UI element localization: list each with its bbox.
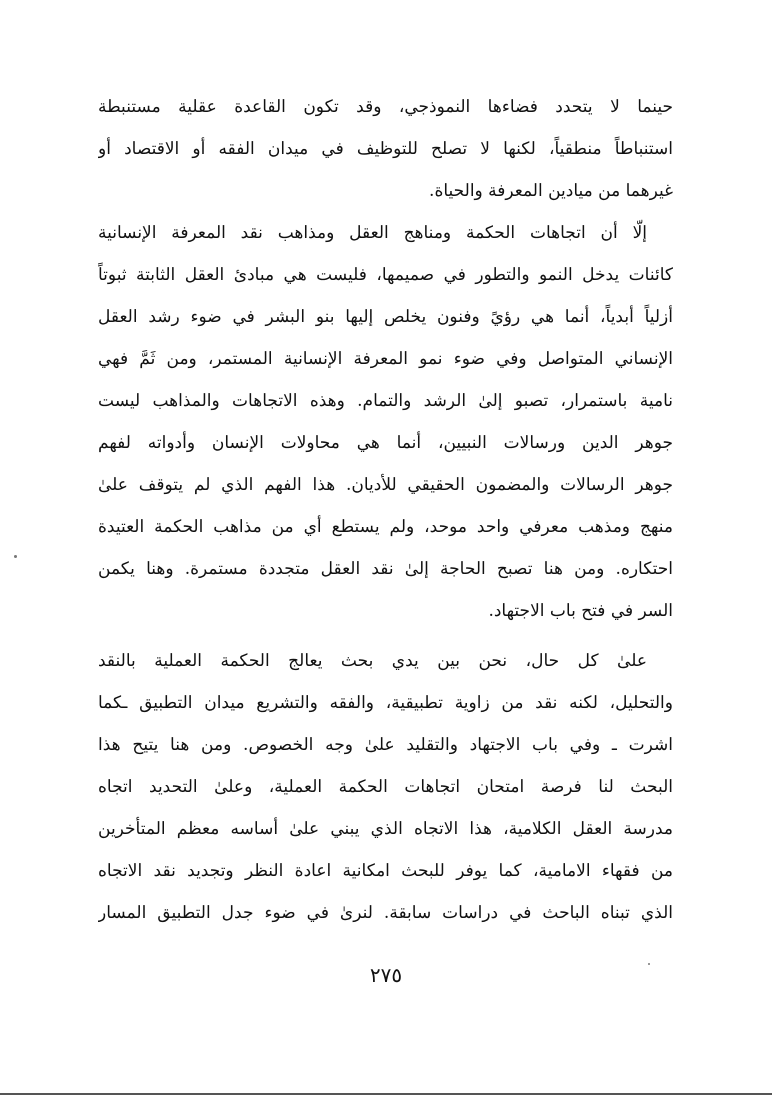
text-line: نامية باستمرار، تصبو إلىٰ الرشد والتمام. وهذه الاتجاهات والمذاهب ليست	[98, 391, 673, 411]
page-number: ٢٧٥	[369, 963, 403, 987]
text-line: الإنساني المتواصل وفي ضوء نمو المعرفة الإنسانية المستمر، ومن ثَمَّ فهي	[98, 349, 673, 369]
text-line: من فقهاء الامامية، كما يوفر للبحث امكانية اعادة النظر وتجديد نقد الاتجاه	[98, 861, 673, 881]
text-line: علىٰ كل حال، نحن بين يدي بحث يعالج الحكمة العملية بالنقد	[98, 651, 647, 671]
scan-edge-line	[0, 1093, 772, 1095]
text-line: حينما لا يتحدد فضاءها النموذجي، وقد تكون القاعدة عقلية مستنبطة	[98, 97, 673, 117]
text-line: اشرت ـ وفي باب الاجتهاد والتقليد علىٰ وجه الخصوص. ومن هنا يتيح هذا	[98, 735, 673, 755]
text-line: جوهر الرسالات والمضمون الحقيقي للأديان. هذا الفهم الذي لم يتوقف علىٰ	[98, 475, 673, 495]
scan-speck	[14, 555, 17, 558]
body-text	[98, 86, 673, 934]
text-line: والتحليل، لكنه نقد من زاوية تطبيقية، والفقه والتشريع ميدان التطبيق ـكما	[98, 693, 673, 713]
text-line: السر في فتح باب الاجتهاد.	[488, 601, 673, 621]
text-line: منهج ومذهب معرفي واحد موحد، ولم يستطع أي من مذاهب الحكمة العتيدة	[98, 517, 673, 537]
text-line: كائنات يدخل النمو والتطور في صميمها، فليست هي مبادئ العقل الثابتة ثبوتاً	[98, 265, 673, 285]
text-line: استنباطاً منطقياً، لكنها لا تصلح للتوظيف في ميدان الفقه أو الاقتصاد أو	[98, 139, 673, 159]
text-line: البحث لنا فرصة امتحان اتجاهات الحكمة العملية، وعلىٰ التحديد اتجاه	[98, 777, 673, 797]
text-line: إلّا أن اتجاهات الحكمة ومناهج العقل ومذاهب نقد المعرفة الإنسانية	[98, 223, 647, 243]
text-line: الذي تبناه الباحث في دراسات سابقة. لنرىٰ في ضوء جدل التطبيق المسار	[98, 903, 673, 923]
text-line: جوهر الدين ورسالات النبيين، أنما هي محاولات الإنسان وأدواته لفهم	[98, 433, 673, 453]
text-line: أزلياً أبدياً، أنما هي رؤيً وفنون يخلص إليها بنو البشر في ضوء رشد العقل	[98, 307, 673, 327]
text-line: غيرهما من ميادين المعرفة والحياة.	[429, 181, 673, 201]
text-line: مدرسة العقل الكلامية، هذا الاتجاه الذي يبني علىٰ أساسه معظم المتأخرين	[98, 819, 673, 839]
text-line: احتكاره. ومن هنا تصبح الحاجة إلىٰ نقد العقل متجددة مستمرة. وهنا يكمن	[98, 559, 673, 579]
scan-speck	[648, 963, 650, 965]
